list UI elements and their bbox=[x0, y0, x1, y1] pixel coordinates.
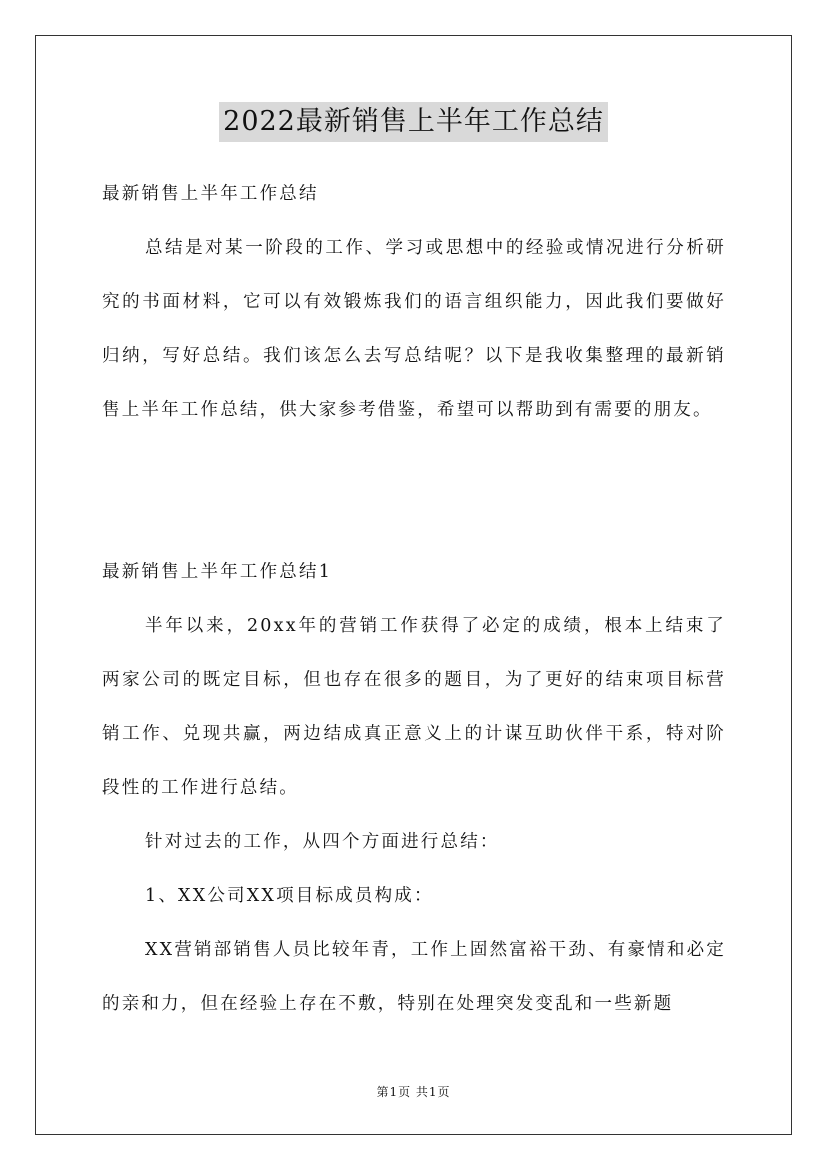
body-paragraph: 针对过去的工作，从四个方面进行总结： bbox=[145, 832, 500, 852]
intro-paragraph: 总结是对某一阶段的工作、学习或思想中的经验或情况进行分析研究的书面材料，它可以有效锻炼我们的语言组织能力，因此我们要做好归纳，写好总结。我们该怎么去写总结呢？以下是我收集整理的最新销售上半年工作总结，供大家参考借鉴，希望可以帮助到有需要的朋友。 bbox=[102, 238, 726, 420]
title-container bbox=[0, 102, 827, 142]
body-paragraph: XX营销部销售人员比较年青，工作上固然富裕干劲、有豪情和必定的亲和力，但在经验上存在不敷，特别在处理突发变乱和一些新题 bbox=[102, 940, 726, 1014]
section-heading: 最新销售上半年工作总结1 bbox=[102, 562, 333, 582]
page-number: 第1页 共1页 bbox=[376, 1085, 451, 1099]
list-item: 1、XX公司XX项目标成员构成： bbox=[145, 886, 434, 906]
subtitle: 最新销售上半年工作总结 bbox=[102, 184, 319, 204]
document-title: 2022最新销售上半年工作总结 bbox=[219, 102, 608, 142]
body-paragraph: 半年以来，20xx年的营销工作获得了必定的成绩，根本上结束了两家公司的既定目标，但也存在很多的题目，为了更好的结束项目标营销工作、兑现共赢，两边结成真正意义上的计谋互助伙伴干系，特对阶段性的工作进行总结。 bbox=[102, 616, 726, 798]
page-footer bbox=[0, 1083, 827, 1100]
